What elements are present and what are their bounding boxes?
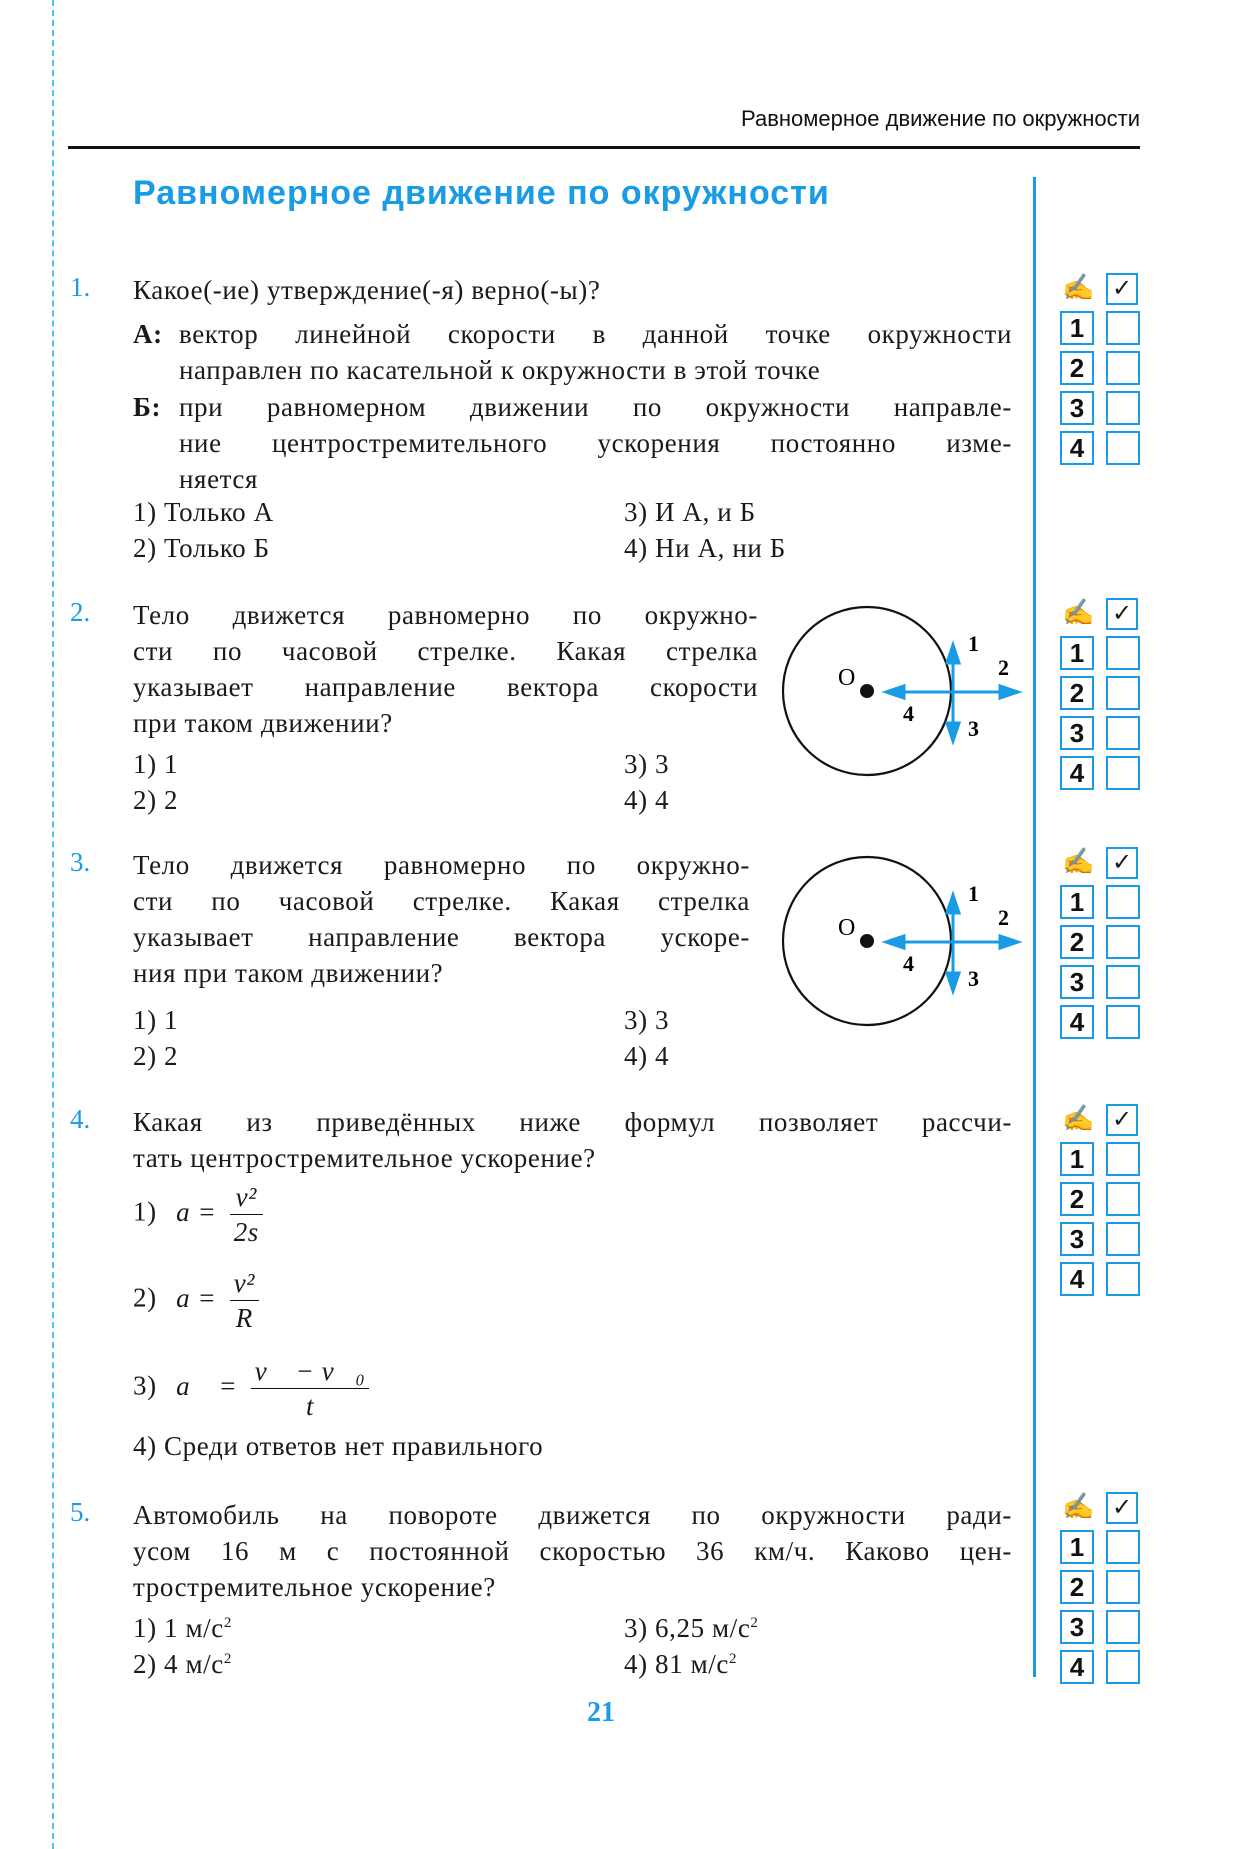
statement-b-line: ние центростремительного ускорения постоянно изме- [179, 428, 1012, 458]
statement-a-label: А: [133, 319, 163, 349]
option-2[interactable] [133, 1266, 259, 1335]
answer-number: 4 [1060, 431, 1094, 465]
statement-b-line: няется [179, 464, 258, 494]
option-number: 3) [133, 1370, 157, 1401]
answer-number: 2 [1060, 1182, 1094, 1216]
answer-checkbox[interactable] [1106, 885, 1140, 919]
answer-checkbox[interactable] [1106, 925, 1140, 959]
question-text-line: Тело движется равномерно по окружно- [133, 600, 758, 630]
answer-number: 3 [1060, 1610, 1094, 1644]
answer-checkbox[interactable] [1106, 716, 1140, 750]
answer-number: 1 [1060, 1530, 1094, 1564]
option-1[interactable] [133, 1180, 263, 1249]
option-number: 2) [133, 1282, 157, 1313]
option-2[interactable] [133, 1649, 232, 1680]
checkmark-icon: ✓ [1106, 598, 1138, 630]
option-text: 3) 6,25 м/с [624, 1613, 751, 1643]
checkmark-icon: ✓ [1106, 273, 1138, 305]
option-4[interactable] [624, 1649, 737, 1680]
numerator: v⃗ − v⃗₀ [251, 1354, 370, 1389]
answer-number: 1 [1060, 311, 1094, 345]
answer-checkbox[interactable] [1106, 431, 1140, 465]
arrow-label: 2 [998, 905, 1009, 930]
question-number: 1. [70, 272, 91, 302]
answer-checkbox[interactable] [1106, 756, 1140, 790]
arrow-4 [886, 936, 904, 948]
answer-checkbox[interactable] [1106, 1182, 1140, 1216]
answer-number: 1 [1060, 1142, 1094, 1176]
question-text-line: усом 16 м с постоянной скоростью 36 км/ч. Каково цен- [133, 1536, 1012, 1566]
page-number: 21 [587, 1697, 615, 1728]
option-4[interactable]: 4) 4 [624, 785, 670, 815]
answer-checkbox[interactable] [1106, 1610, 1140, 1644]
option-text: 4) 81 м/с [624, 1649, 729, 1679]
answer-checkbox[interactable] [1106, 391, 1140, 425]
answer-number: 3 [1060, 1222, 1094, 1256]
answer-checkbox[interactable] [1106, 351, 1140, 385]
question-number: 2. [70, 597, 91, 627]
answer-column-divider [1033, 177, 1036, 1677]
option-3[interactable]: 3) 3 [624, 1005, 670, 1035]
question-text-line: сти по часовой стрелке. Какая стрелка [133, 886, 750, 916]
checkmark-icon: ✓ [1106, 847, 1138, 879]
option-1[interactable]: 1) Только А [133, 497, 274, 527]
answer-number: 3 [1060, 965, 1094, 999]
answer-checkbox[interactable] [1106, 965, 1140, 999]
circle-diagram-q3 [770, 845, 1030, 1045]
answer-checkbox[interactable] [1106, 1262, 1140, 1296]
arrow-label: 1 [968, 881, 979, 906]
circle-diagram-q2 [770, 595, 1030, 795]
question-text-line: тростремительное ускорение? [133, 1572, 496, 1602]
formula-fraction [251, 1354, 370, 1423]
arrow-label: 2 [998, 655, 1009, 680]
answer-number: 3 [1060, 391, 1094, 425]
answer-checkbox[interactable] [1106, 1222, 1140, 1256]
option-number: 1) [133, 1196, 157, 1227]
formula-lhs: a = [176, 1282, 217, 1313]
option-text: 2) 4 м/с [133, 1649, 224, 1679]
formula-fraction [230, 1266, 259, 1335]
exponent: 2 [223, 1615, 232, 1631]
answer-checkbox[interactable] [1106, 1530, 1140, 1564]
option-3[interactable] [624, 1613, 759, 1644]
option-text: 1) 1 м/с [133, 1613, 224, 1643]
question-text-line: сти по часовой стрелке. Какая стрелка [133, 636, 758, 666]
formula-lhs: a = [176, 1196, 217, 1227]
checkmark-icon: ✓ [1106, 1104, 1138, 1136]
arrow-1 [947, 895, 959, 913]
arrow-2 [1000, 936, 1018, 948]
answer-checkbox[interactable] [1106, 1005, 1140, 1039]
option-2[interactable]: 2) 2 [133, 1041, 179, 1071]
statement-a-line: направлен по касательной к окружности в этой точке [179, 355, 821, 385]
arrow-2 [1000, 686, 1018, 698]
checkmark-icon: ✓ [1106, 1492, 1138, 1524]
statement-b-line: при равномерном движении по окружности направле- [179, 392, 1012, 422]
question-text-line: при таком движении? [133, 708, 393, 738]
exponent: 2 [728, 1651, 738, 1667]
answer-checkbox[interactable] [1106, 676, 1140, 710]
answer-number: 2 [1060, 351, 1094, 385]
arrow-4 [886, 686, 904, 698]
statement-a-line: вектор линейной скорости в данной точке окружности [179, 319, 1012, 349]
question-text-line: тать центростремительное ускорение? [133, 1143, 596, 1173]
answer-checkbox[interactable] [1106, 1142, 1140, 1176]
answer-number: 4 [1060, 1262, 1094, 1296]
answer-checkbox[interactable] [1106, 311, 1140, 345]
pencil-icon: ✍ [1062, 847, 1095, 876]
option-2[interactable]: 2) Только Б [133, 533, 270, 563]
denominator: R [235, 1303, 253, 1333]
arrow-label: 3 [968, 966, 979, 991]
answer-number: 4 [1060, 1650, 1094, 1684]
option-1[interactable]: 1) 1 [133, 749, 179, 779]
denominator: 2s [233, 1217, 259, 1247]
cut-line [52, 0, 54, 1849]
arrow-3 [947, 723, 959, 741]
answer-number: 2 [1060, 676, 1094, 710]
pencil-icon: ✍ [1062, 273, 1095, 302]
question-number: 3. [70, 847, 91, 877]
answer-number: 1 [1060, 636, 1094, 670]
center-label: O [838, 915, 856, 941]
option-3[interactable] [133, 1354, 369, 1423]
denominator: t [305, 1391, 315, 1421]
question-text-line: указывает направление вектора ускоре- [133, 922, 750, 952]
answer-checkbox[interactable] [1106, 1650, 1140, 1684]
question-text-line: Автомобиль на повороте движется по окружности ради- [133, 1500, 1012, 1530]
exponent: 2 [223, 1651, 232, 1667]
pencil-icon: ✍ [1062, 1492, 1095, 1521]
answer-number: 3 [1060, 716, 1094, 750]
pencil-icon: ✍ [1062, 1104, 1095, 1133]
arrow-3 [947, 973, 959, 991]
option-3[interactable]: 3) И А, и Б [624, 497, 756, 527]
answer-number: 2 [1060, 925, 1094, 959]
header-rule [68, 146, 1140, 149]
answer-checkbox[interactable] [1106, 636, 1140, 670]
pencil-icon: ✍ [1062, 598, 1095, 627]
exponent: 2 [750, 1615, 759, 1631]
answer-number: 4 [1060, 1005, 1094, 1039]
question-text-line: Тело движется равномерно по окружно- [133, 850, 750, 880]
center-label: O [838, 665, 856, 691]
question-text-line: Какая из приведённых ниже формул позволяет рассчи- [133, 1107, 1012, 1137]
formula-lhs: a⃗ = [176, 1370, 238, 1401]
arrow-label: 1 [968, 631, 979, 656]
formula-fraction [230, 1180, 263, 1249]
answer-number: 4 [1060, 756, 1094, 790]
option-4[interactable]: 4) 4 [624, 1041, 670, 1071]
option-1[interactable]: 1) 1 [133, 1005, 179, 1035]
numerator: v² [230, 1180, 263, 1215]
answer-number: 1 [1060, 885, 1094, 919]
question-number: 5. [70, 1497, 91, 1527]
running-header: Равномерное движение по окружности [741, 106, 1140, 131]
question-text: Какое(-ие) утверждение(-я) верно(-ы)? [133, 275, 601, 305]
option-1[interactable] [133, 1613, 232, 1644]
option-4[interactable]: 4) Ни А, ни Б [624, 533, 786, 563]
option-3[interactable]: 3) 3 [624, 749, 670, 779]
arrow-label: 4 [903, 701, 914, 726]
arrow-label: 4 [903, 951, 914, 976]
question-text-line: указывает направление вектора скорости [133, 672, 758, 702]
page-title: Равномерное движение по окружности [133, 174, 830, 212]
arrow-1 [947, 645, 959, 663]
answer-checkbox[interactable] [1106, 1570, 1140, 1604]
statement-b-label: Б: [133, 392, 162, 422]
option-4[interactable]: 4) Среди ответов нет правильного [133, 1431, 544, 1461]
question-number: 4. [70, 1104, 91, 1134]
numerator: v² [230, 1266, 259, 1301]
option-2[interactable]: 2) 2 [133, 785, 179, 815]
arrow-label: 3 [968, 716, 979, 741]
answer-number: 2 [1060, 1570, 1094, 1604]
question-text-line: ния при таком движении? [133, 958, 444, 988]
